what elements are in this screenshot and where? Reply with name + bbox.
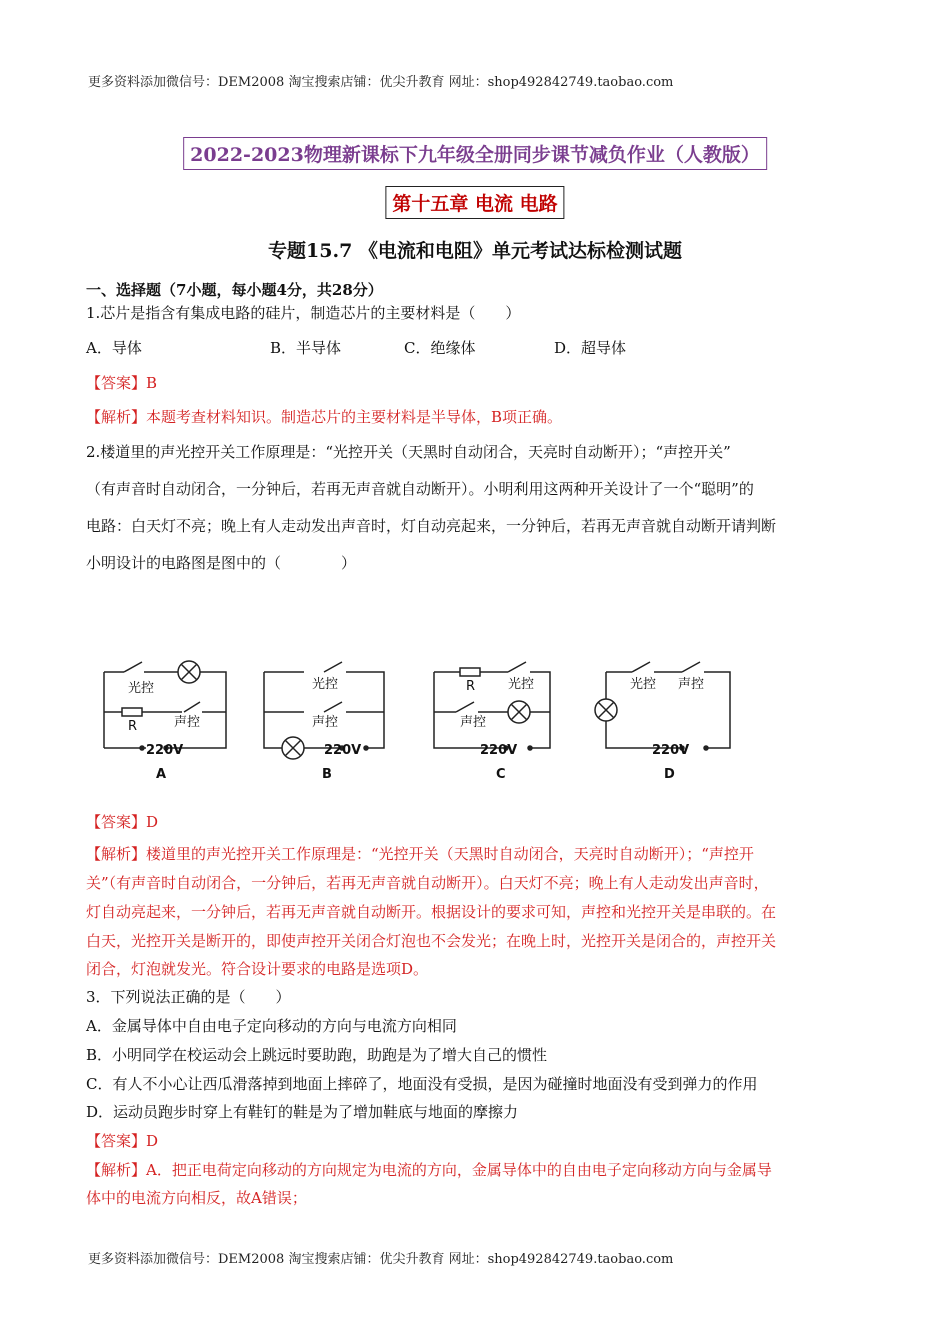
q2-analysis-line: 关”（有声音时自动闭合，一分钟后，若再无声音就自动断开）。白天灯不亮；晚上有人走动发出声音时， bbox=[86, 874, 769, 892]
q2-answer bbox=[86, 811, 158, 832]
label-light: 光控 bbox=[312, 677, 339, 692]
label-voltage: 220V bbox=[324, 743, 362, 758]
analysis-text: 本题考查材料知识。制造芯片的主要材料是半导体，B项正确。 bbox=[146, 408, 563, 426]
answer-tag: 【答案】 bbox=[86, 813, 147, 831]
label-a: A bbox=[156, 767, 167, 782]
analysis-text: 楼道里的声光控开关工作原理是：“光控开关（天黑时自动闭合，天亮时自动断开）；“声控开 bbox=[146, 845, 754, 863]
q2-analysis-line: 闭合，灯泡就发光。符合设计要求的电路是选项D。 bbox=[86, 960, 429, 978]
q2-analysis bbox=[86, 843, 754, 864]
document-title: 2022-2023物理新课标下九年级全册同步课节减负作业（人教版） bbox=[183, 137, 767, 170]
q1-option-b: B．半导体 bbox=[270, 339, 342, 357]
label-resistor: R bbox=[128, 719, 138, 734]
q3-stem: 3．下列说法正确的是（ ） bbox=[86, 988, 291, 1006]
q3-answer bbox=[86, 1130, 158, 1151]
q2-analysis-line: 白天，光控开关是断开的，即使声控开关闭合灯泡也不会发光；在晚上时，光控开关是闭合的，声控开关 bbox=[86, 932, 777, 950]
q3-option-b: B．小明同学在校运动会上跳远时要助跑，助跑是为了增大自己的惯性 bbox=[86, 1046, 548, 1064]
label-light: 光控 bbox=[128, 681, 155, 696]
q2-analysis-line: 灯自动亮起来，一分钟后，若再无声音就自动断开。根据设计的要求可知，声控和光控开关是串联的。在 bbox=[86, 903, 777, 921]
answer-value: D bbox=[146, 813, 159, 831]
label-sound: 声控 bbox=[174, 715, 201, 730]
label-voltage: 220V bbox=[652, 743, 690, 758]
analysis-tag: 【解析】 bbox=[86, 408, 147, 426]
label-resistor: R bbox=[466, 679, 476, 694]
label-c: C bbox=[496, 767, 506, 782]
q1-analysis bbox=[86, 406, 562, 427]
q3-option-d: D．运动员跑步时穿上有鞋钉的鞋是为了增加鞋底与地面的摩擦力 bbox=[86, 1103, 519, 1121]
label-light: 光控 bbox=[630, 677, 657, 692]
answer-tag: 【答案】 bbox=[86, 1132, 147, 1150]
chapter-title: 第十五章 电流 电路 bbox=[385, 186, 564, 219]
q3-analysis-line: 体中的电流方向相反，故A错误； bbox=[86, 1189, 307, 1207]
answer-value: B bbox=[146, 374, 158, 392]
q2-stem-line: 2.楼道里的声光控开关工作原理是：“光控开关（天黑时自动闭合，天亮时自动断开）；“声控开关” bbox=[86, 443, 731, 461]
q3-option-c: C．有人不小心让西瓜滑落掉到地面上摔碎了，地面没有受损，是因为碰撞时地面没有受到弹力的作用 bbox=[86, 1075, 758, 1093]
circuit-diagrams bbox=[94, 650, 754, 790]
q3-analysis bbox=[86, 1159, 772, 1180]
analysis-tag: 【解析】 bbox=[86, 1161, 147, 1179]
footer-note: 更多资料添加微信号：DEM2008 淘宝搜索店铺：优尖升教育 网址：shop492842749.taobao.com bbox=[88, 1252, 674, 1267]
q1-answer bbox=[86, 372, 157, 393]
q1-option-d: D．超导体 bbox=[554, 339, 627, 357]
section-heading: 一、选择题（7小题，每小题4分，共28分） bbox=[86, 281, 383, 299]
answer-tag: 【答案】 bbox=[86, 374, 147, 392]
label-voltage: 220V bbox=[146, 743, 184, 758]
q1-option-a: A．导体 bbox=[86, 339, 142, 357]
answer-value: D bbox=[146, 1132, 159, 1150]
q1-option-c: C．绝缘体 bbox=[404, 339, 476, 357]
label-sound: 声控 bbox=[312, 715, 339, 730]
label-d: D bbox=[664, 767, 675, 782]
q2-stem-line: （有声音时自动闭合，一分钟后，若再无声音就自动断开）。小明利用这两种开关设计了一个“聪明”的 bbox=[86, 480, 754, 498]
q3-option-a: A．金属导体中自由电子定向移动的方向与电流方向相同 bbox=[86, 1017, 457, 1035]
label-light: 光控 bbox=[508, 677, 535, 692]
analysis-text: A．把正电荷定向移动的方向规定为电流的方向，金属导体中的自由电子定向移动方向与金属导 bbox=[146, 1161, 772, 1179]
header-note: 更多资料添加微信号：DEM2008 淘宝搜索店铺：优尖升教育 网址：shop492842749.taobao.com bbox=[88, 75, 674, 90]
label-voltage: 220V bbox=[480, 743, 518, 758]
label-sound: 声控 bbox=[460, 715, 487, 730]
q1-stem: 1.芯片是指含有集成电路的硅片，制造芯片的主要材料是（ ） bbox=[86, 304, 521, 322]
circuit-d bbox=[595, 662, 730, 750]
topic-title: 专题15.7 《电流和电阻》单元考试达标检测试题 bbox=[268, 240, 682, 262]
analysis-tag: 【解析】 bbox=[86, 845, 147, 863]
circuit-a bbox=[104, 661, 226, 750]
label-sound: 声控 bbox=[678, 677, 705, 692]
q2-stem-line: 小明设计的电路图是图中的（ ） bbox=[86, 554, 357, 572]
label-b: B bbox=[322, 767, 332, 782]
q2-stem-line: 电路：白天灯不亮；晚上有人走动发出声音时，灯自动亮起来，一分钟后，若再无声音就自动断开请判断 bbox=[86, 517, 777, 535]
circuit-c bbox=[434, 662, 550, 750]
